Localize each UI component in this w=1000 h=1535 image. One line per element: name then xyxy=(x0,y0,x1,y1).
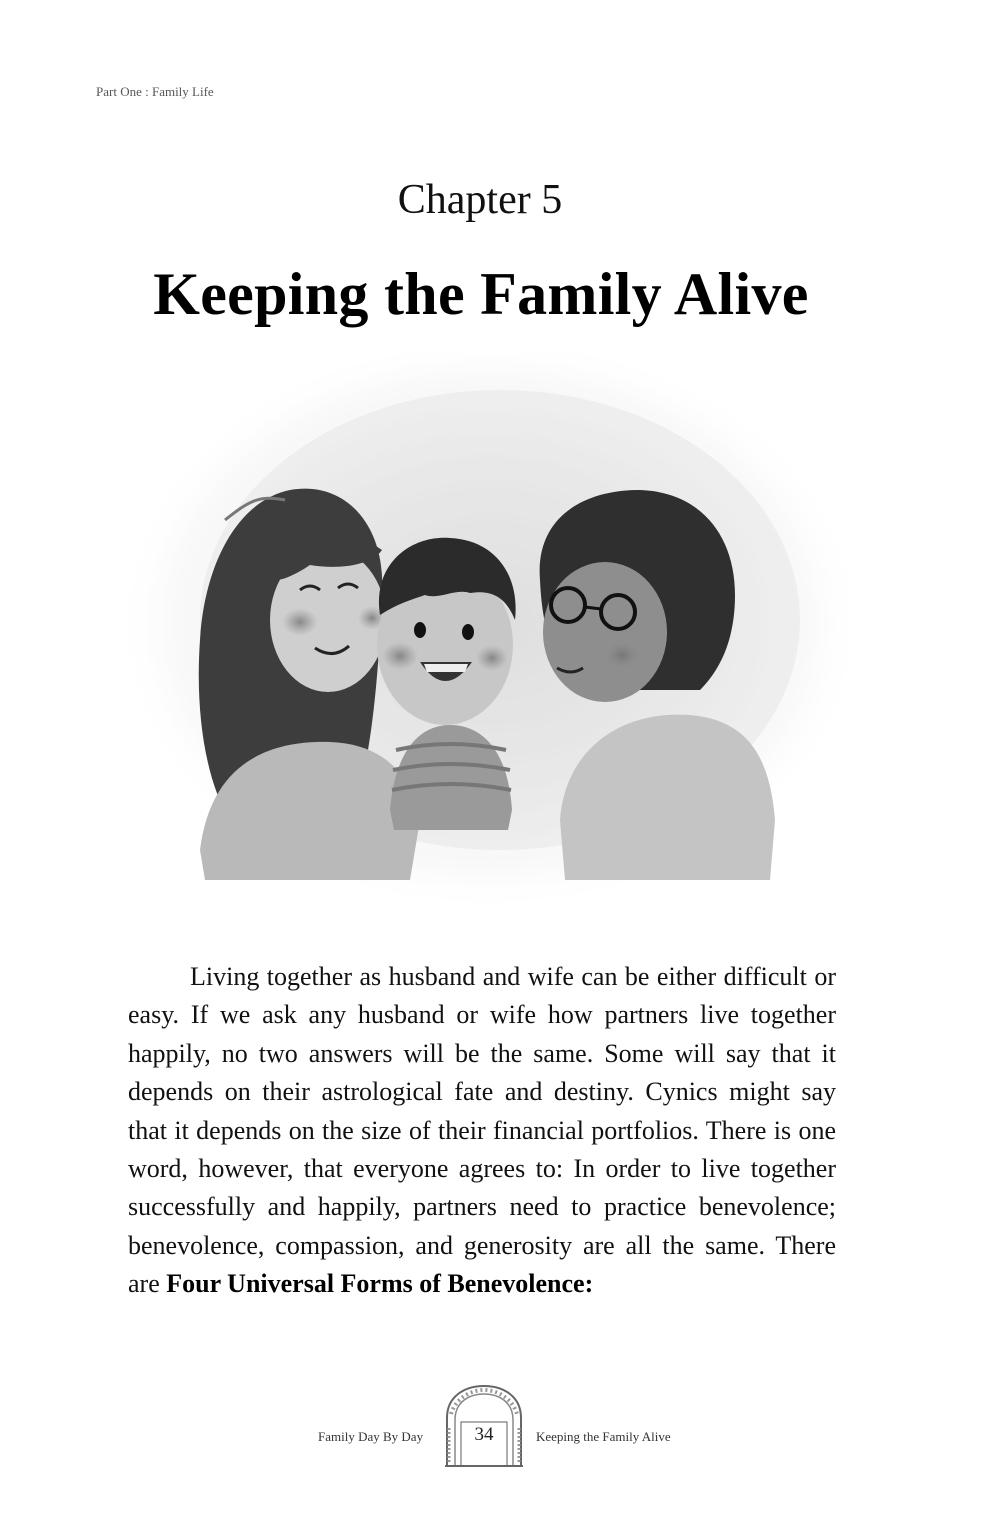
paragraph-text: Living together as husband and wife can be either difficult or easy. If we ask any husband or wife how partners live together happily, no two answers will be the same. Some will say that it depends on their astrological fate and destiny. Cynics might say that it depends on the size of their financial portfolios. There is one word, however, that everyone agrees to: In order to live together successfully and happily, partners need to practice benevolence; benevolence, compassion, and generosity are all the same. There are xyxy=(128,962,836,1299)
footer-book-title: Family Day By Day xyxy=(318,1429,424,1444)
emphasis-text: Four Universal Forms of Benevolence: xyxy=(166,1269,594,1299)
family-illustration xyxy=(110,350,870,930)
chapter-number: Chapter 5 xyxy=(397,177,563,223)
body-paragraph xyxy=(128,958,836,1304)
running-head: Part One : Family Life xyxy=(96,84,214,99)
chapter-title: Keeping the Family Alive xyxy=(153,261,809,327)
family-illustration-icon xyxy=(110,350,870,930)
body-text xyxy=(128,958,836,1304)
page-number: 34 xyxy=(474,1424,494,1445)
footer-chapter-title: Keeping the Family Alive xyxy=(536,1429,671,1444)
